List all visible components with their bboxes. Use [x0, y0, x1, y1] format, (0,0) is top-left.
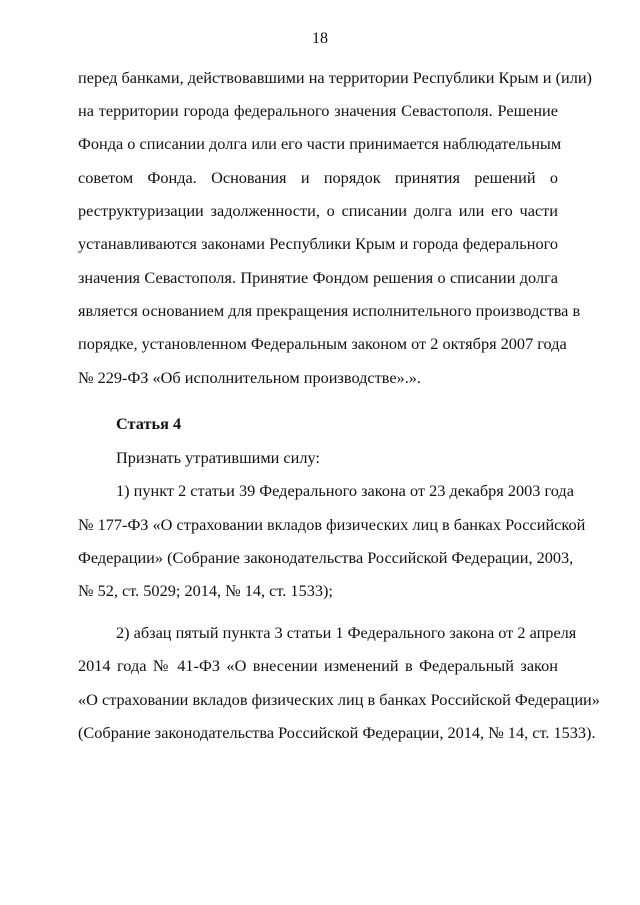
text-line: (Собрание законодательства Российской Федерации, 2014, № 14, ст. 1533).	[78, 723, 596, 742]
page-number: 18	[312, 30, 328, 47]
article-heading: Статья 4	[116, 414, 182, 433]
text-line: 2014 года № 41-ФЗ «О внесении изменений в Федеральный закон	[78, 656, 558, 675]
text-line: 2) абзац пятый пункта 3 статьи 1 Федерального закона от 2 апреля	[116, 623, 577, 642]
text-line: перед банками, действовавшими на территории Республики Крым и (или)	[78, 68, 592, 87]
text-line: на территории города федерального значения Севастополя. Решение	[78, 101, 558, 120]
text-line: № 229-ФЗ «Об исполнительном производстве».».	[78, 368, 421, 387]
text-line: № 52, ст. 5029; 2014, № 14, ст. 1533);	[78, 581, 333, 600]
article-intro: Признать утратившими силу:	[116, 448, 320, 467]
text-line: «О страховании вкладов физических лиц в банках Российской Федерации»	[78, 690, 600, 709]
text-line: порядке, установленном Федеральным законом от 2 октября 2007 года	[78, 334, 567, 353]
text-line: Федерации» (Собрание законодательства Российской Федерации, 2003,	[78, 548, 574, 567]
text-line: является основанием для прекращения исполнительного производства в	[78, 301, 581, 320]
text-line: № 177-ФЗ «О страховании вкладов физических лиц в банках Российской	[78, 515, 586, 534]
text-line: 1) пункт 2 статьи 39 Федерального закона от 23 декабря 2003 года	[116, 481, 574, 500]
text-line: советом Фонда. Основания и порядок принятия решений о	[78, 168, 558, 187]
text-line: Фонда о списании долга или его части принимается наблюдательным	[78, 134, 562, 153]
text-line: устанавливаются законами Республики Крым и города федерального	[78, 234, 558, 253]
text-line: значения Севастополя. Принятие Фондом решения о списании долга	[78, 268, 558, 287]
text-line: реструктуризации задолженности, о списании долга или его части	[78, 201, 558, 220]
